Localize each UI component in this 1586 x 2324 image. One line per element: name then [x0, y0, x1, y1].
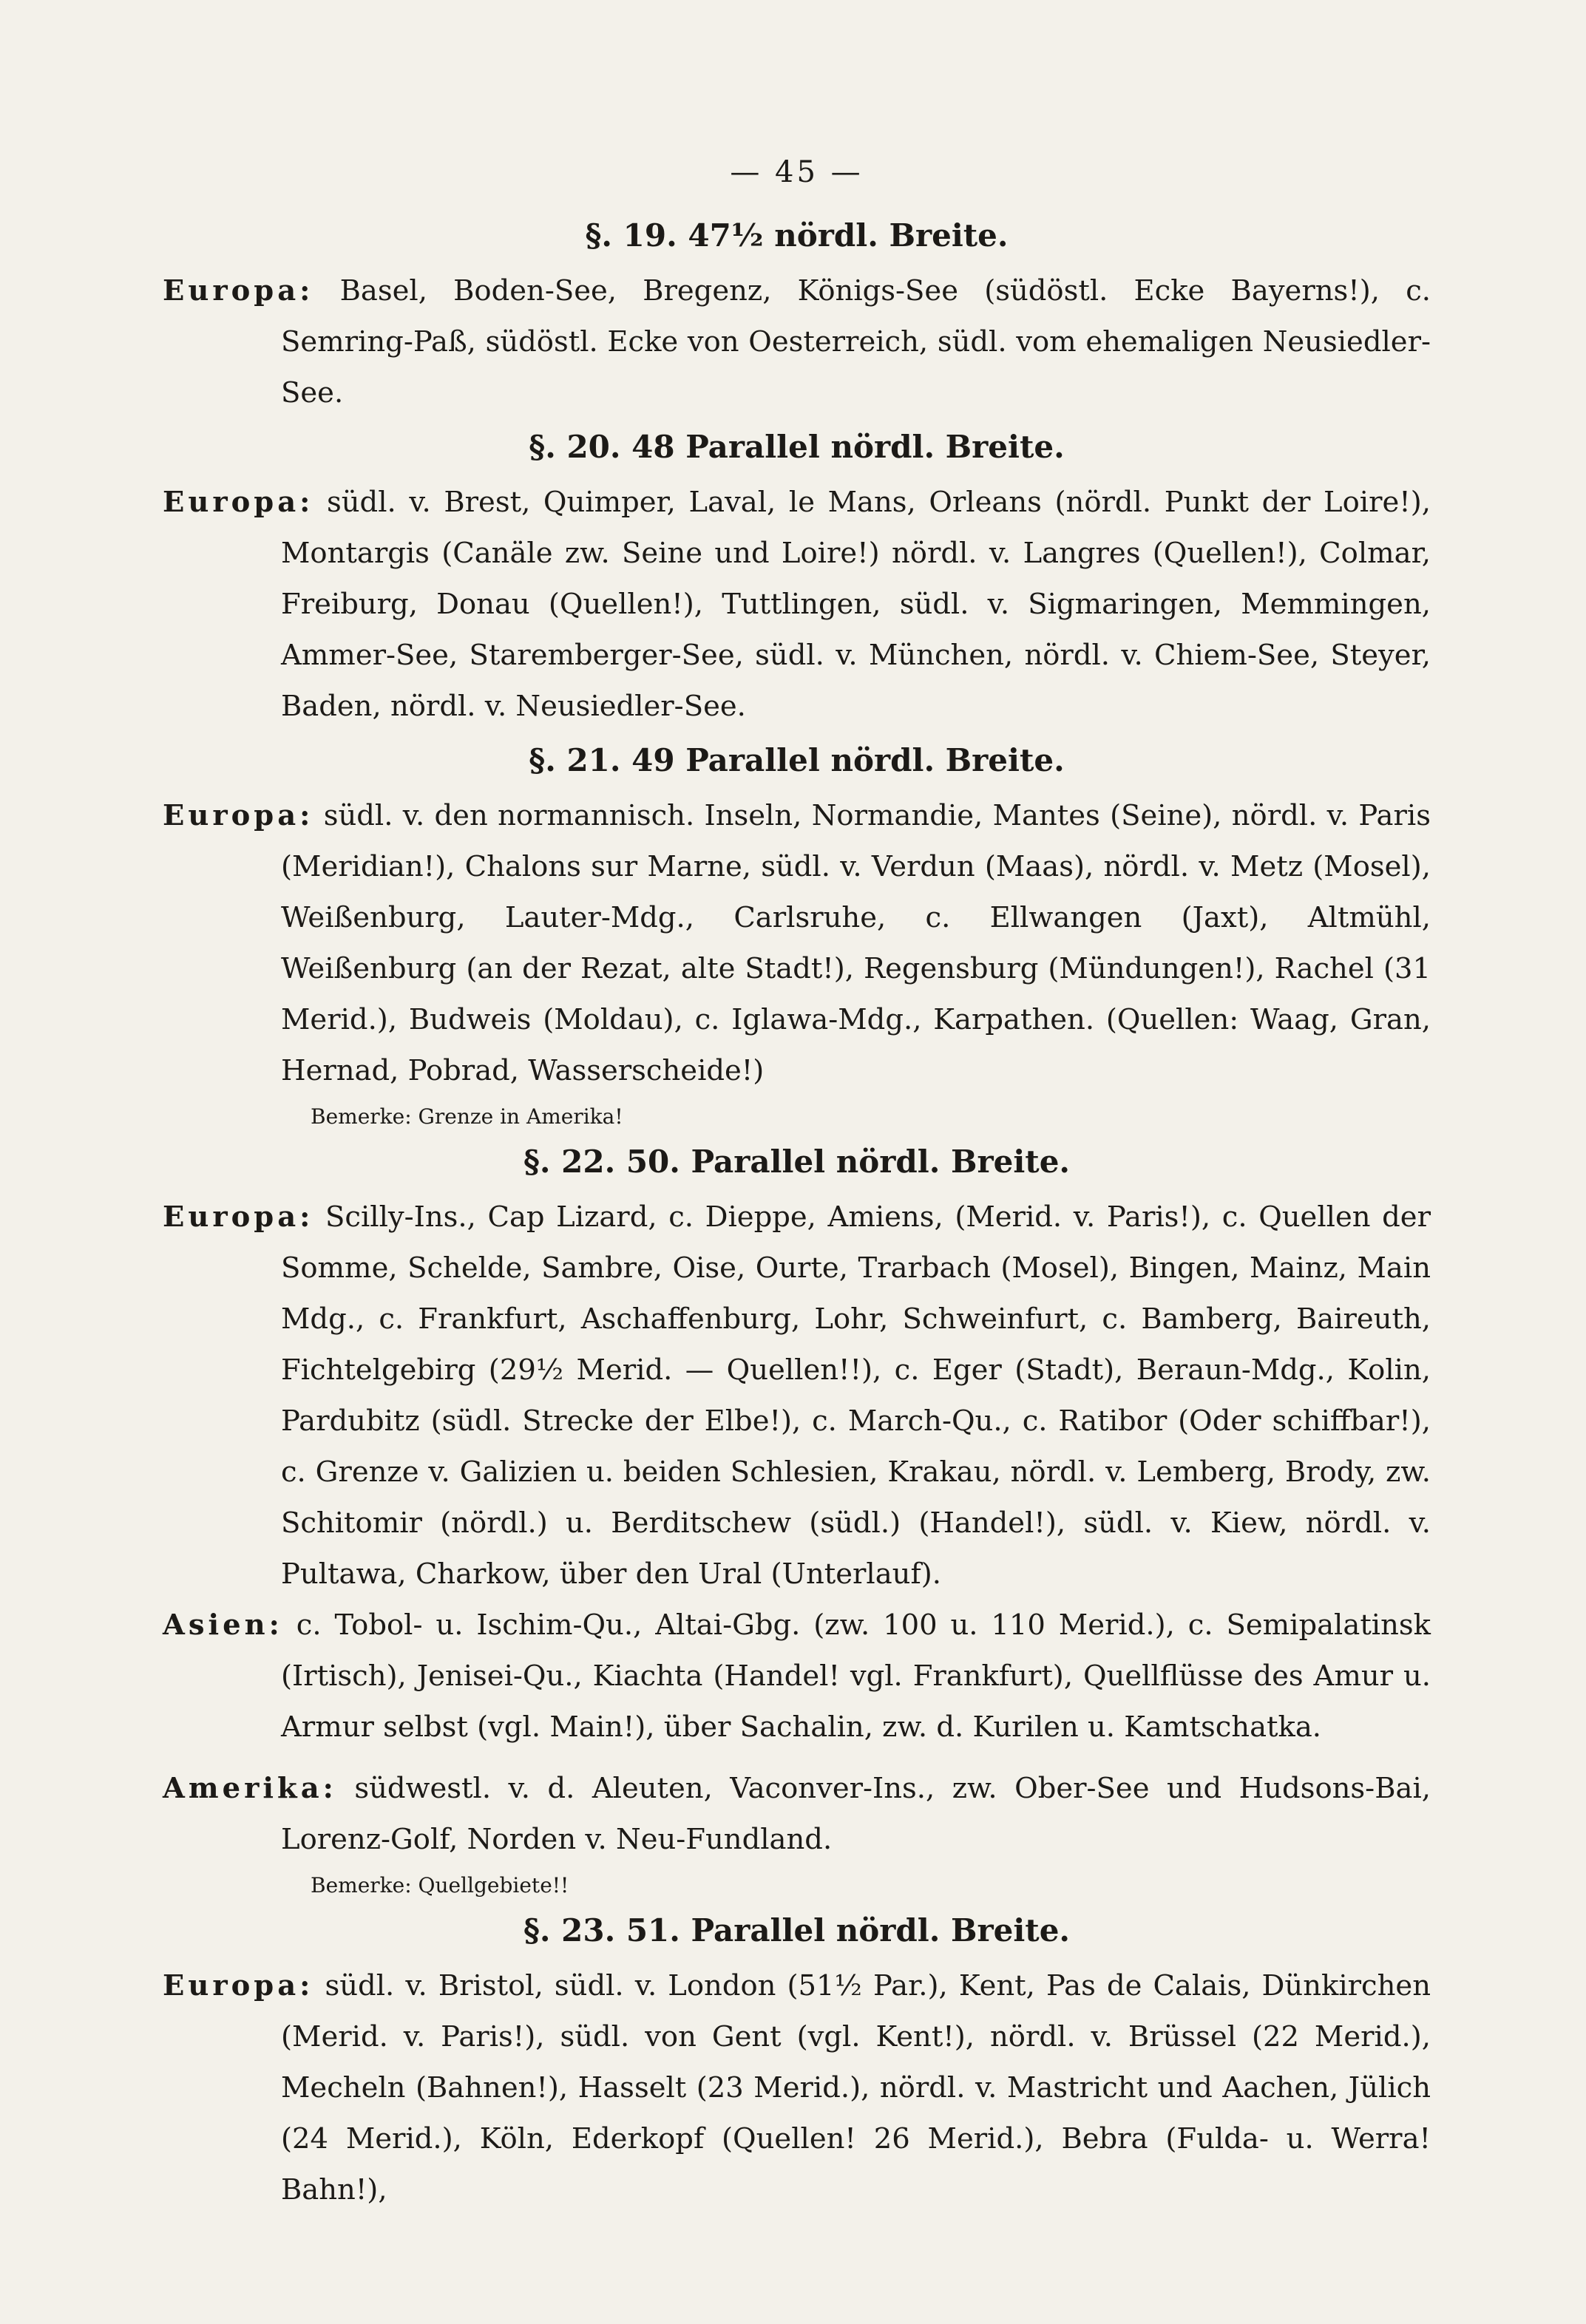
region-label: Europa:: [163, 1969, 314, 2002]
section-heading-22: §. 22. 50. Parallel nördl. Breite.: [523, 1144, 1071, 1180]
entry-asien-22: [163, 1600, 1431, 1753]
note-22: Bemerke: Quellgebiete!!: [311, 1873, 569, 1897]
entry-europa-20: [163, 477, 1431, 732]
note-21: Bemerke: Grenze in Amerika!: [311, 1104, 623, 1129]
region-label: Europa:: [163, 799, 314, 832]
region-label: Amerika:: [163, 1772, 337, 1805]
section-heading-23: §. 23. 51. Parallel nördl. Breite.: [523, 1912, 1071, 1948]
entry-europa-23: [163, 1960, 1431, 2215]
entry-text: südl. v. den normannisch. Inseln, Normandie, Mantes (Seine), nördl. v. Paris (Meridian!), Chalons sur Marne, südl. v. Verdun (Maas), nördl. v. Metz (Mosel), Weißenburg, Lauter-Mdg., Carlsruhe, c. Ellwangen (Jaxt), Altmühl, Weißenburg (an der Rezat, alte Stadt!), Regensburg (Mündungen!), Rachel (31 Merid.), Budweis (Moldau), c. Iglawa-Mdg., Karpathen. (Quellen: Waag, Gran, Hernad, Pobrad, Wasserscheide!): [281, 799, 1431, 1087]
section-heading-19: §. 19. 47½ nördl. Breite.: [585, 217, 1009, 254]
entry-text: c. Tobol- u. Ischim-Qu., Altai-Gbg. (zw. 100 u. 110 Merid.), c. Semipalatinsk (Irtisch), Jenisei-Qu., Kiachta (Handel! vgl. Frankfurt), Quellflüsse des Amur u. Armur selbst (vgl. Main!), über Sachalin, zw. d. Kurilen u. Kamtschatka.: [281, 1608, 1431, 1744]
section-heading-20: §. 20. 48 Parallel nördl. Breite.: [529, 429, 1065, 465]
page-number: — 45 —: [730, 155, 864, 189]
region-label: Europa:: [163, 274, 314, 308]
section-heading-21: §. 21. 49 Parallel nördl. Breite.: [529, 742, 1065, 778]
region-label: Asien:: [163, 1608, 283, 1642]
entry-europa-19: [163, 265, 1431, 418]
region-label: Europa:: [163, 1200, 314, 1234]
entry-text: südwestl. v. d. Aleuten, Vaconver-Ins., zw. Ober-See und Hudsons-Bai, Lorenz-Golf, Norden v. Neu-Fundland.: [281, 1772, 1431, 1856]
entry-europa-21: [163, 790, 1431, 1096]
entry-europa-22: [163, 1192, 1431, 1600]
region-label: Europa:: [163, 486, 314, 519]
entry-text: Scilly-Ins., Cap Lizard, c. Dieppe, Amiens, (Merid. v. Paris!), c. Quellen der Somme, Schelde, Sambre, Oise, Ourte, Trarbach (Mosel), Bingen, Mainz, Main Mdg., c. Frankfurt, Aschaffenburg, Lohr, Schweinfurt, c. Bamberg, Baireuth, Fichtelgebirg (29½ Merid. — Quellen!!), c. Eger (Stadt), Beraun-Mdg., Kolin, Pardubitz (südl. Strecke der Elbe!), c. March-Qu., c. Ratibor (Oder schiffbar!), c. Grenze v. Galizien u. beiden Schlesien, Krakau, nördl. v. Lemberg, Brody, zw. Schitomir (nördl.) u. Berditschew (südl.) (Handel!), südl. v. Kiew, nördl. v. Pultawa, Charkow, über den Ural (Unterlauf).: [281, 1200, 1431, 1591]
entry-text: südl. v. Bristol, südl. v. London (51½ Par.), Kent, Pas de Calais, Dünkirchen (Merid. v. Paris!), südl. von Gent (vgl. Kent!), nördl. v. Brüssel (22 Merid.), Mecheln (Bahnen!), Hasselt (23 Merid.), nördl. v. Mastricht und Aachen, Jülich (24 Merid.), Köln, Ederkopf (Quellen! 26 Merid.), Bebra (Fulda- u. Werra! Bahn!),: [281, 1969, 1431, 2206]
entry-text: südl. v. Brest, Quimper, Laval, le Mans, Orleans (nördl. Punkt der Loire!), Montargis (Canäle zw. Seine und Loire!) nördl. v. Langres (Quellen!), Colmar, Freiburg, Donau (Quellen!), Tuttlingen, südl. v. Sigmaringen, Memmingen, Ammer-See, Staremberger-See, südl. v. München, nördl. v. Chiem-See, Steyer, Baden, nördl. v. Neusiedler-See.: [281, 486, 1431, 723]
entry-text: Basel, Boden-See, Bregenz, Königs-See (südöstl. Ecke Bayerns!), c. Semring-Paß, südöstl. Ecke von Oesterreich, südl. vom ehemaligen Neusiedler-See.: [281, 274, 1431, 410]
entry-amerika-22: [163, 1763, 1431, 1865]
